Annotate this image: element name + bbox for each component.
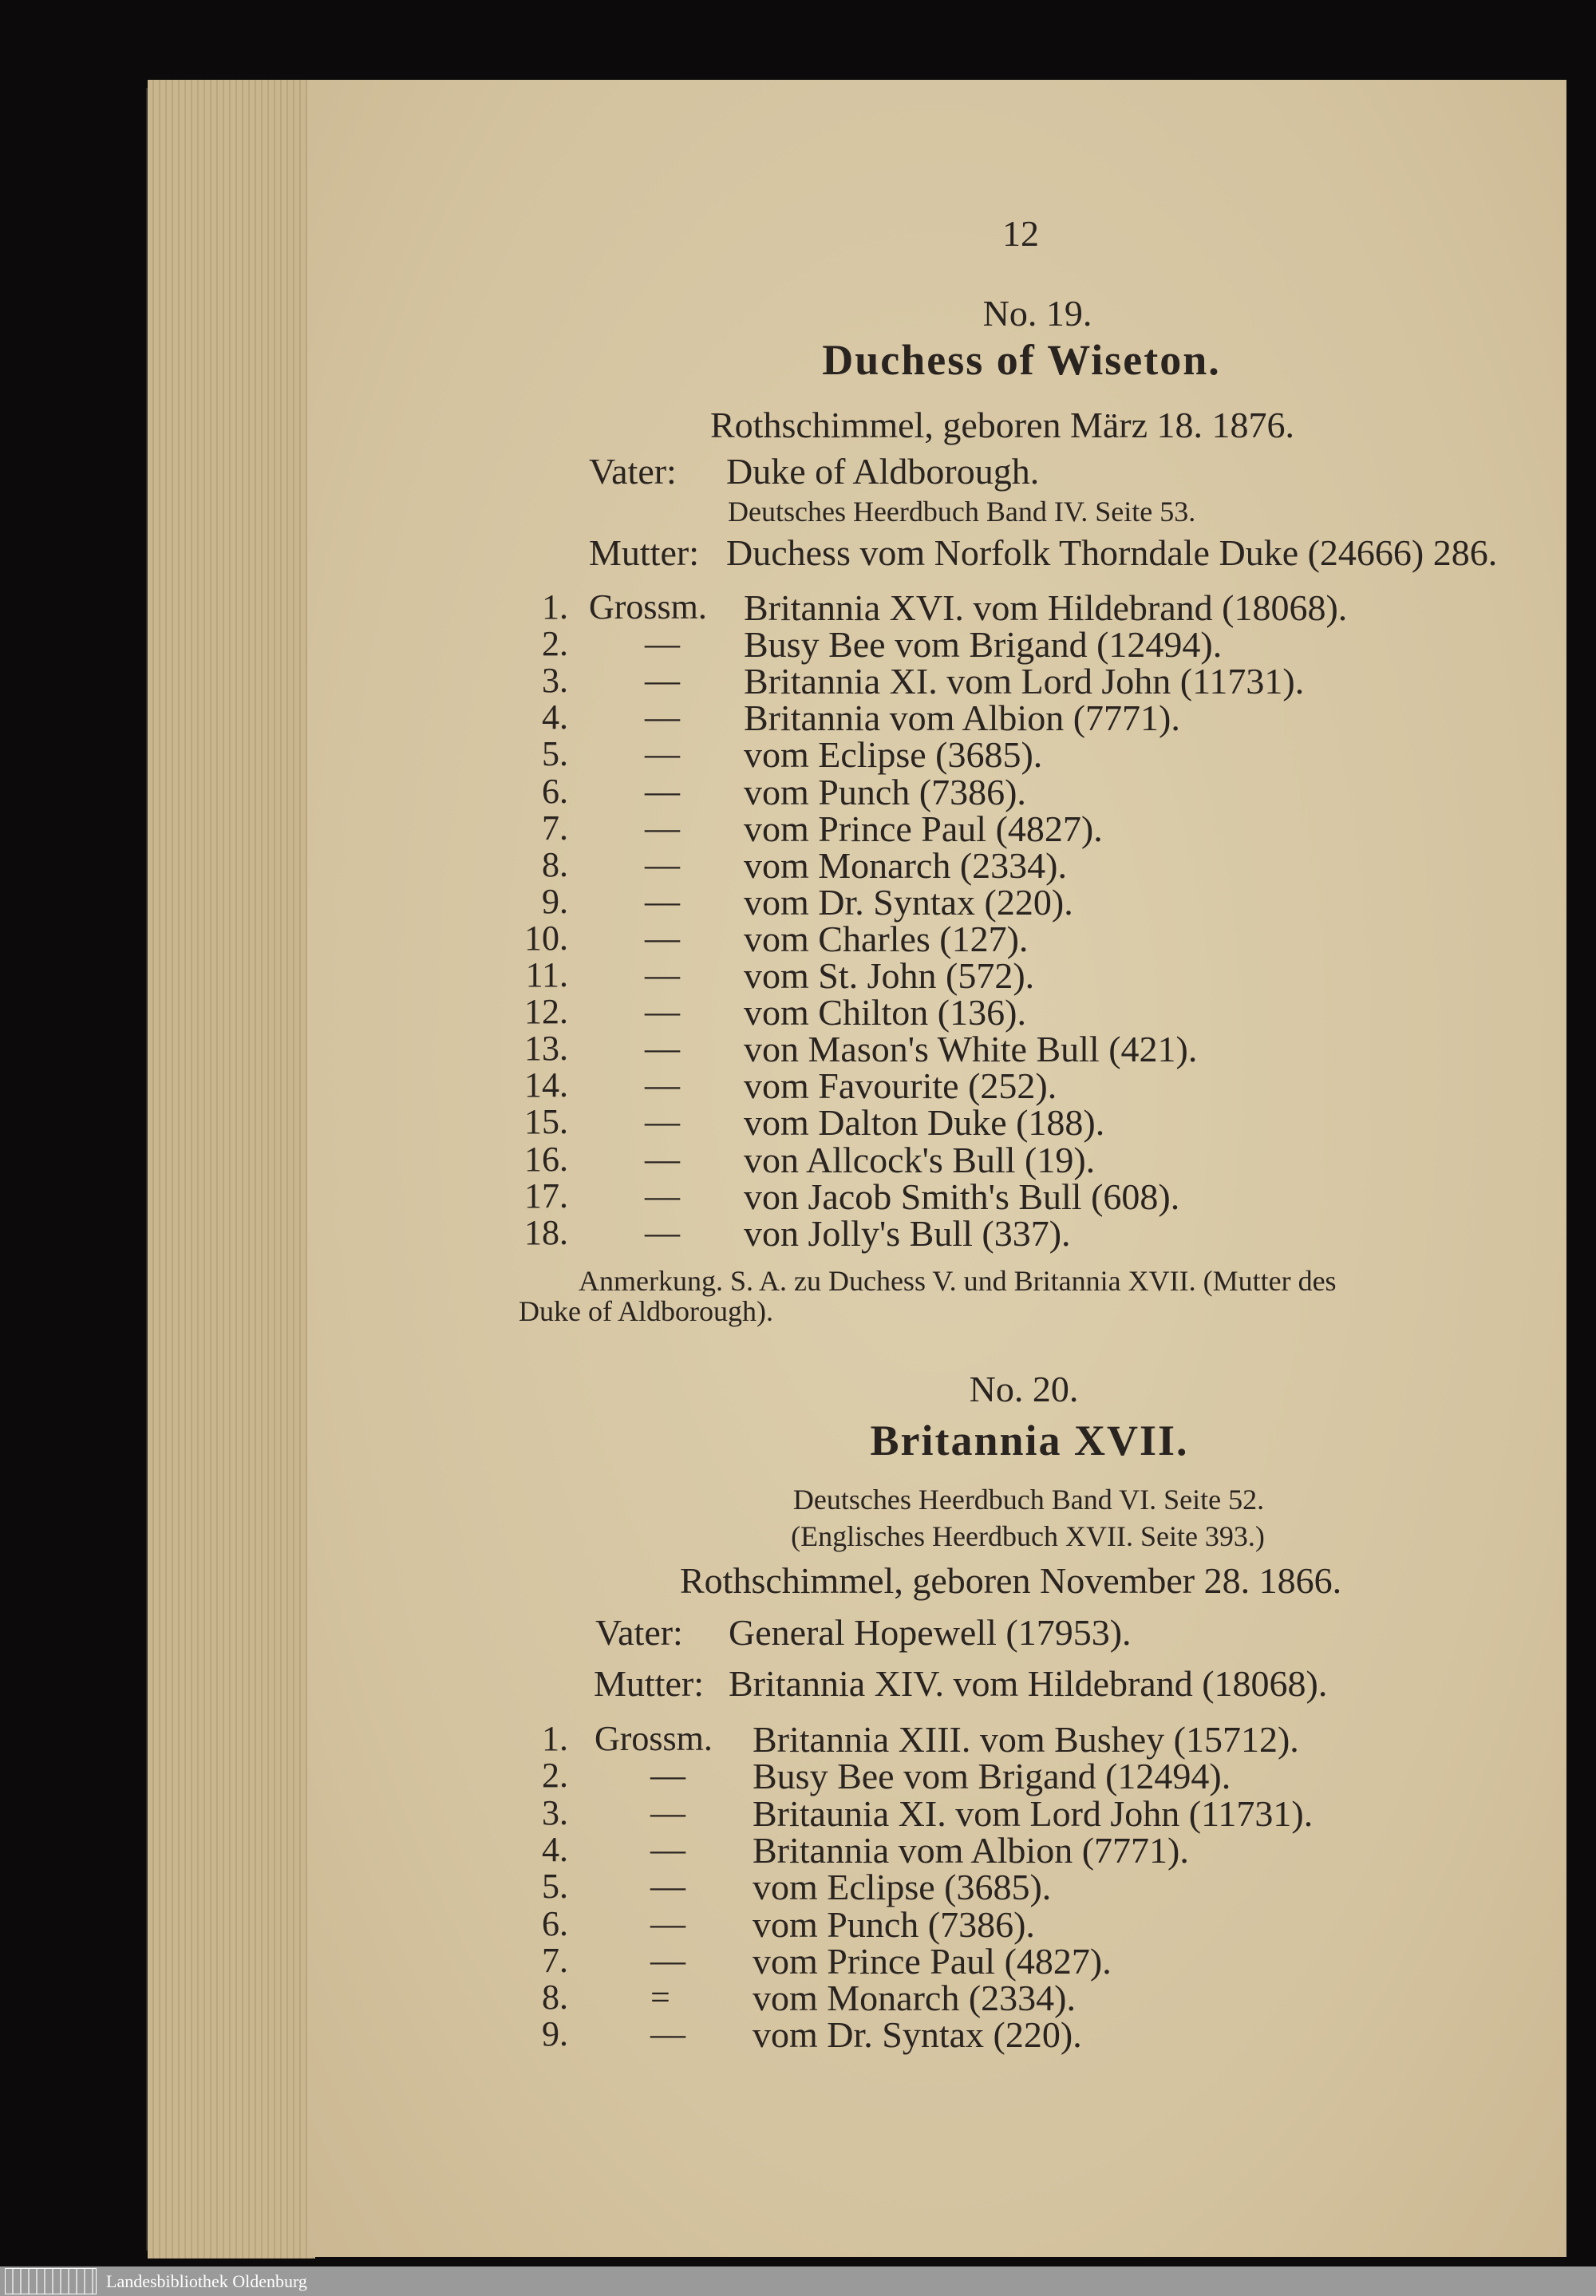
note-line-1: Anmerkung. S. A. zu Duchess V. und Britannia XVII. (Mutter des (579, 1265, 1337, 1297)
row-relation: — (645, 1029, 680, 1069)
row-number: 1. (542, 1719, 568, 1758)
row-number: 7. (542, 808, 568, 848)
row-name: von Allcock's Bull (19). (744, 1139, 1096, 1180)
row-name: Busy Bee vom Brigand (12494). (753, 1756, 1231, 1797)
row-relation: — (645, 844, 680, 884)
row-relation: = (650, 1978, 670, 2017)
row-name: vom Monarch (2334). (744, 844, 1067, 886)
row-number: 12. (524, 992, 568, 1032)
vater-label: Vater: (595, 1612, 683, 1653)
row-relation: Grossm. (589, 587, 707, 626)
row-relation: — (650, 1867, 685, 1907)
row-name: vom Eclipse (3685). (753, 1867, 1052, 1908)
vater-reference: Deutsches Heerdbuch Band IV. Seite 53. (728, 496, 1196, 528)
row-name: vom Prince Paul (4827). (744, 808, 1103, 849)
row-number: 11. (525, 955, 568, 994)
entry-title: Britannia XVII. (870, 1417, 1189, 1464)
library-building-logo (5, 2268, 97, 2294)
row-number: 2. (542, 624, 568, 664)
row-number: 8. (542, 1978, 568, 2017)
row-relation: — (645, 881, 680, 921)
row-number: 3. (542, 1792, 568, 1832)
row-number: 6. (542, 771, 568, 811)
row-name: vom Chilton (136). (744, 992, 1026, 1033)
mutter-value: Duchess vom Norfolk Thorndale Duke (24666) 286. (726, 532, 1498, 573)
library-name: Landesbibliothek Oldenburg (106, 2271, 307, 2291)
row-name: vom Dalton Duke (188). (744, 1102, 1105, 1144)
row-relation: — (645, 1176, 680, 1215)
row-name: vom Eclipse (3685). (744, 734, 1043, 776)
row-number: 5. (542, 734, 568, 774)
row-relation: — (650, 1792, 685, 1832)
row-name: Britannia XI. vom Lord John (11731). (744, 661, 1305, 702)
row-name: Busy Bee vom Brigand (12494). (744, 624, 1223, 666)
row-name: vom Dr. Syntax (220). (753, 2014, 1082, 2056)
row-number: 4. (542, 697, 568, 737)
row-relation: — (645, 624, 680, 664)
row-name: von Mason's White Bull (421). (744, 1029, 1198, 1070)
row-number: 16. (524, 1139, 568, 1179)
row-number: 14. (524, 1065, 568, 1105)
entry-number: No. 19. (982, 293, 1092, 334)
row-relation: — (645, 1102, 680, 1142)
row-relation: — (645, 1212, 680, 1252)
row-relation: — (645, 1065, 680, 1105)
page-edges (148, 80, 315, 2258)
row-number: 3. (542, 661, 568, 701)
row-number: 18. (524, 1212, 568, 1252)
entry-description: Rothschimmel, geboren März 18. 1876. (710, 405, 1295, 445)
row-name: vom Punch (7386). (753, 1903, 1035, 1945)
row-relation: — (645, 1139, 680, 1179)
row-name: vom Punch (7386). (744, 771, 1026, 812)
row-relation: — (650, 1829, 685, 1869)
row-name: vom Prince Paul (4827). (753, 1940, 1112, 1982)
entry-reference-1: Deutsches Heerdbuch Band VI. Seite 52. (792, 1484, 1265, 1516)
row-relation: — (645, 918, 680, 958)
row-relation: — (645, 992, 680, 1032)
row-name: vom Favourite (252). (744, 1065, 1057, 1107)
row-relation: — (645, 771, 680, 811)
row-name: Britannia XIII. vom Bushey (15712). (753, 1719, 1299, 1760)
row-number: 17. (524, 1176, 568, 1215)
row-number: 4. (542, 1829, 568, 1869)
row-name: vom Dr. Syntax (220). (744, 881, 1073, 923)
vater-value: General Hopewell (17953). (729, 1612, 1132, 1653)
row-name: von Jolly's Bull (337). (744, 1212, 1071, 1254)
row-name: Britaunia XI. vom Lord John (11731). (753, 1792, 1314, 1834)
mutter-value: Britannia XIV. vom Hildebrand (18068). (729, 1663, 1328, 1704)
entry-title: Duchess of Wiseton. (822, 336, 1221, 384)
entry-number: No. 20. (969, 1369, 1079, 1409)
row-relation: — (650, 2014, 685, 2054)
row-relation: Grossm. (595, 1719, 713, 1758)
row-relation: — (645, 808, 680, 848)
row-number: 9. (542, 881, 568, 921)
row-relation: — (645, 661, 680, 701)
row-name: vom St. John (572). (744, 955, 1035, 996)
footer-bar (0, 2266, 1596, 2296)
row-name: von Jacob Smith's Bull (608). (744, 1176, 1180, 1217)
mutter-label: Mutter: (594, 1663, 704, 1704)
note-line-2: Duke of Aldborough). (519, 1295, 773, 1327)
row-relation: — (645, 697, 680, 737)
mutter-label: Mutter: (589, 532, 699, 573)
row-relation: — (650, 1940, 685, 1980)
row-number: 7. (542, 1940, 568, 1980)
row-name: vom Charles (127). (744, 918, 1029, 959)
entry-description: Rothschimmel, geboren November 28. 1866. (680, 1560, 1342, 1601)
row-number: 9. (542, 2014, 568, 2054)
row-relation: — (645, 734, 680, 774)
row-relation: — (650, 1756, 685, 1796)
row-number: 5. (542, 1867, 568, 1907)
row-number: 15. (524, 1102, 568, 1142)
row-number: 2. (542, 1756, 568, 1796)
row-number: 10. (524, 918, 568, 958)
row-name: Britannia XVI. vom Hildebrand (18068). (744, 587, 1348, 628)
row-name: vom Monarch (2334). (753, 1978, 1076, 2019)
row-number: 8. (542, 844, 568, 884)
row-number: 13. (524, 1029, 568, 1069)
vater-value: Duke of Aldborough. (726, 451, 1040, 492)
vater-label: Vater: (589, 451, 677, 492)
row-name: Britannia vom Albion (7771). (744, 697, 1180, 739)
row-relation: — (645, 955, 680, 994)
page-number: 12 (1002, 213, 1039, 254)
row-number: 1. (542, 587, 568, 626)
row-number: 6. (542, 1903, 568, 1943)
entry-reference-2: (Englisches Heerdbuch XVII. Seite 393.) (791, 1520, 1265, 1552)
row-name: Britannia vom Albion (7771). (753, 1829, 1189, 1871)
row-relation: — (650, 1903, 685, 1943)
